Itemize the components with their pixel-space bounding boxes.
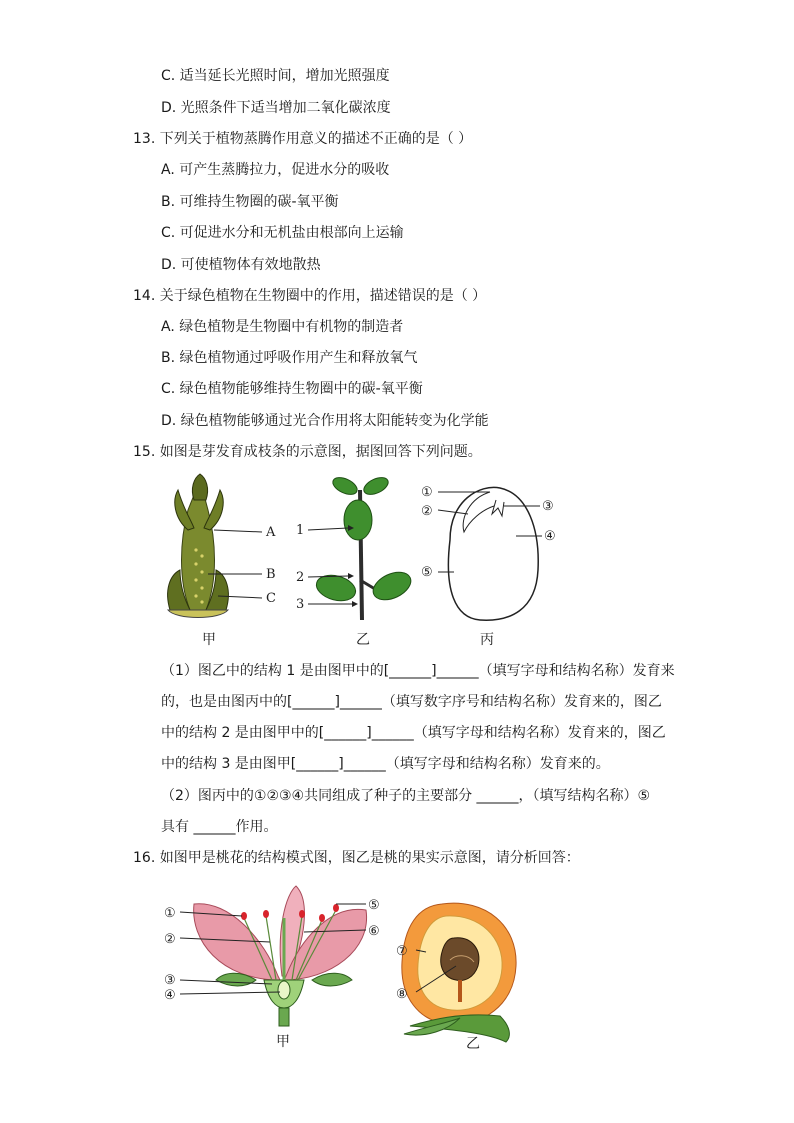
- q13-option-b: B. 可维持生物圈的碳-氧平衡: [161, 194, 339, 210]
- flower-label-5: ⑤: [368, 898, 380, 913]
- fruit-label-8: ⑧: [396, 987, 408, 1002]
- q15-part2-line1: （2）图丙中的①②③④共同组成了种子的主要部分 ______，（填写结构名称）⑤: [161, 788, 651, 804]
- label-a: A: [266, 525, 276, 540]
- label-c: C: [266, 591, 276, 606]
- q16-figure: [160, 880, 540, 1050]
- q14-stem: 14. 关于绿色植物在生物圈中的作用，描述错误的是（ ）: [133, 288, 487, 304]
- q16-stem: 16. 如图甲是桃花的结构模式图，图乙是桃的果实示意图，请分析回答：: [133, 850, 580, 866]
- bud-diagram: [168, 474, 262, 618]
- q14-option-a: A. 绿色植物是生物圈中有机物的制造者: [161, 319, 404, 335]
- flower-label-6: ⑥: [368, 924, 380, 939]
- flower-label-2: ②: [164, 932, 176, 947]
- flower-label-4: ④: [164, 988, 176, 1003]
- q15-part1-line3: 中的结构 2 是由图甲中的[______]______（填写字母和结构名称）发育来的，图乙: [161, 725, 666, 741]
- branch-diagram: [308, 474, 415, 620]
- q16-caption-jia: 甲: [276, 1034, 290, 1050]
- q13-option-d: D. 可使植物体有效地散热: [161, 257, 321, 273]
- label-1: 1: [296, 523, 305, 538]
- q14-option-c: C. 绿色植物能够维持生物圈中的碳-氧平衡: [161, 381, 423, 397]
- q15-part1-line4: 中的结构 3 是由图甲[______]______（填写字母和结构名称）发育来的。: [161, 756, 610, 772]
- label-circled-4: ④: [544, 529, 556, 544]
- label-circled-1: ①: [421, 485, 433, 500]
- seed-diagram: [438, 487, 542, 620]
- flower-diagram: [180, 886, 367, 1026]
- q14-option-d: D. 绿色植物能够通过光合作用将太阳能转变为化学能: [161, 413, 489, 429]
- fruit-diagram: [402, 903, 516, 1042]
- q14-option-b: B. 绿色植物通过呼吸作用产生和释放氧气: [161, 350, 418, 366]
- q15-caption-jia: 甲: [202, 632, 216, 648]
- flower-label-3: ③: [164, 973, 176, 988]
- q13-option-c: C. 可促进水分和无机盐由根部向上运输: [161, 225, 404, 241]
- q12-option-d: D. 光照条件下适当增加二氧化碳浓度: [161, 100, 391, 116]
- q15-part2-line2: 具有 ______作用。: [161, 819, 278, 835]
- label-circled-5: ⑤: [421, 565, 433, 580]
- label-circled-3: ③: [542, 499, 554, 514]
- q15-stem: 15. 如图是芽发育成枝条的示意图，据图回答下列问题。: [133, 444, 482, 460]
- label-3: 3: [296, 597, 305, 612]
- q13-stem: 13. 下列关于植物蒸腾作用意义的描述不正确的是（ ）: [133, 131, 473, 147]
- q15-part1-line1: （1）图乙中的结构 1 是由图甲中的[______]______（填写字母和结构名称）发育来: [161, 663, 675, 679]
- label-2: 2: [296, 570, 305, 585]
- flower-label-1: ①: [164, 906, 176, 921]
- q15-caption-yi: 乙: [356, 632, 370, 648]
- q15-part1-line2: 的，也是由图丙中的[______]______（填写数字序号和结构名称）发育来的，图乙: [161, 694, 662, 710]
- q16-caption-yi: 乙: [466, 1036, 480, 1052]
- q15-figure: [150, 470, 570, 650]
- label-b: B: [266, 567, 276, 582]
- fruit-label-7: ⑦: [396, 944, 408, 959]
- q12-option-c: C. 适当延长光照时间，增加光照强度: [161, 68, 390, 84]
- label-circled-2: ②: [421, 504, 433, 519]
- q15-caption-bing: 丙: [480, 632, 494, 648]
- q13-option-a: A. 可产生蒸腾拉力，促进水分的吸收: [161, 162, 390, 178]
